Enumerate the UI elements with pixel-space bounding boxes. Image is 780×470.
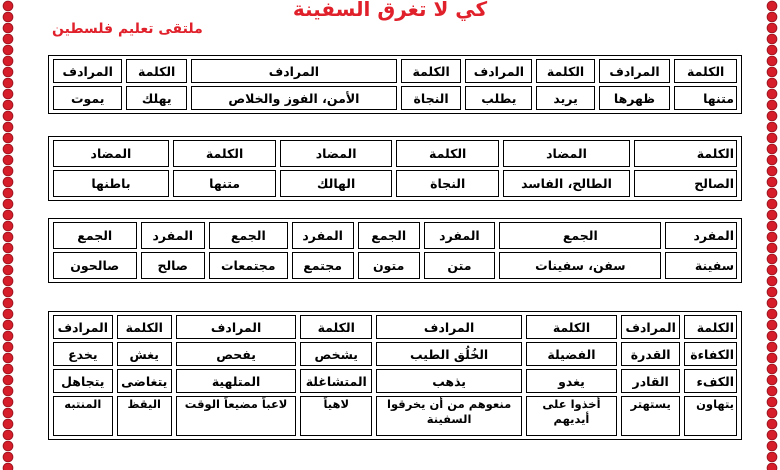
table-cell: النجاة [396,170,499,197]
table-cell: النجاة [401,86,461,110]
header-synonym: المرادف [376,315,522,339]
table-cell: يتجاهل [53,369,113,393]
table-cell: الصالح [634,170,737,197]
table-cell: المتلهية [176,369,296,393]
table-cell: القادر [621,369,681,393]
table-cell: منعوهم من أن يخرقوا السفينة [376,396,522,436]
header-antonym: المضاد [280,140,392,167]
table-cell: يذهب [376,369,522,393]
table-cell: متنها [173,170,276,197]
header-word: الكلمة [300,315,372,339]
table-cell: يموت [53,86,122,110]
header-singular: المفرد [424,222,496,249]
table-cell: ظهرها [599,86,671,110]
table-cell: يغش [117,342,172,366]
right-bead-border [766,0,778,470]
header-synonym: المرادف [176,315,296,339]
table-cell: يفحص [176,342,296,366]
table-cell: متون [358,252,420,279]
table-cell: المتشاغلة [300,369,372,393]
header-plural: الجمع [499,222,661,249]
header-word: الكلمة [126,59,186,83]
table-cell: يتغاضى [117,369,172,393]
synonyms-table-2 [48,311,742,440]
table-cell: يهلك [126,86,186,110]
header-word: الكلمة [173,140,276,167]
synonyms-table-1 [48,55,742,114]
header-word: الكلمة [536,59,594,83]
table-cell: القدرة [621,342,681,366]
header-plural: الجمع [358,222,420,249]
table-cell: يريد [536,86,594,110]
left-bead-border [2,0,14,470]
header-synonym: المرادف [599,59,671,83]
antonyms-table [48,136,742,201]
header-antonym: المضاد [503,140,629,167]
header-word: الكلمة [674,59,737,83]
table-cell: الكفاءة [684,342,737,366]
table-cell: لاعباً مضيعاً الوقت [176,396,296,436]
header-synonym: المرادف [621,315,681,339]
table-cell: صالح [141,252,205,279]
table-cell: سفينة [665,252,737,279]
table-cell: يطلب [465,86,532,110]
table-cell: صالحون [53,252,137,279]
header-word: الكلمة [117,315,172,339]
header-word: الكلمة [526,315,617,339]
header-antonym: المضاد [53,140,169,167]
header-synonym: المرادف [465,59,532,83]
page-title: كي لا تغرق السفينة [292,0,488,21]
table-cell: سفن، سفينات [499,252,661,279]
header-synonym: المرادف [191,59,397,83]
table-cell: مجتمعات [209,252,288,279]
table-cell: يتهاون [684,396,737,436]
table-cell: الفضيلة [526,342,617,366]
table-cell: الهالك [280,170,392,197]
singular-plural-table [48,218,742,283]
header-singular: المفرد [292,222,354,249]
table-cell: الكفء [684,369,737,393]
table-cell: باطنها [53,170,169,197]
table-cell: المنتبه [53,396,113,436]
table-cell: الخُلُق الطيب [376,342,522,366]
header-singular: المفرد [665,222,737,249]
header-word: الكلمة [684,315,737,339]
table-cell: يخدع [53,342,113,366]
table-cell: يغدو [526,369,617,393]
table-cell: لاهياً [300,396,372,436]
table-cell: الأمن، الفوز والخلاص [191,86,397,110]
table-cell: الطالح، الفاسد [503,170,629,197]
header-plural: الجمع [209,222,288,249]
table-cell: متنها [674,86,737,110]
header-singular: المفرد [141,222,205,249]
header-word: الكلمة [634,140,737,167]
header-synonym: المرادف [53,59,122,83]
subtitle: ملتقى تعليم فلسطين [52,21,203,37]
table-cell: يستهتر [621,396,681,436]
table-cell: أخذوا على أيديهم [526,396,617,436]
table-cell: اليقظ [117,396,172,436]
header-synonym: المرادف [53,315,113,339]
table-cell: مجتمع [292,252,354,279]
table-cell: يشخص [300,342,372,366]
table-cell: متن [424,252,496,279]
header-word: الكلمة [401,59,461,83]
header-word: الكلمة [396,140,499,167]
header-plural: الجمع [53,222,137,249]
